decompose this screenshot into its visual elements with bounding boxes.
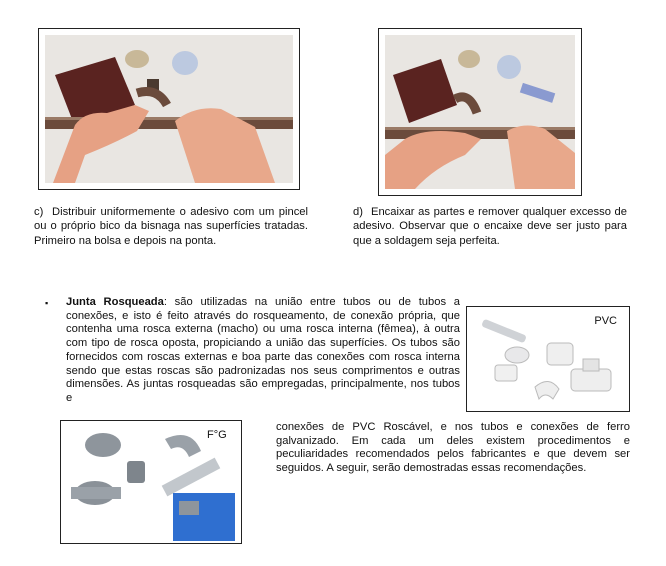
photo-d-frame (378, 28, 582, 196)
pvc-figure (466, 306, 630, 412)
caption-d-letter: d) (353, 206, 363, 218)
caption-d-text: Encaixar as partes e remover qualquer excesso de adesivo. Observar que o encaixe deve ser justo para que a soldagem seja perfeita. (353, 206, 627, 247)
pvc-fittings-illustration (467, 307, 629, 411)
adhesive-scene-illustration (45, 35, 293, 183)
pvc-label: PVC (594, 315, 617, 327)
section-paragraph-1 (66, 296, 460, 406)
section-text-1: : são utilizadas na união entre tubos ou de tubos a conexões, e isto é feito através do rosqueamento, de conexão própria, que contenha uma rosca externa (macho) ou uma rosca interna (fêmea), à outra com tipo de rosca oposta, propiciando a união das superfícies. Os tubos são fornecidos com roscas externas e boa parte das conexões com rosca interna sendo que estas roscas são padronizadas nos seus comprimentos e outras dimensões. As juntas rosqueadas são empregadas, principalmente, nos tubos e (66, 296, 460, 404)
photo-c-frame (38, 28, 300, 190)
galvanized-fittings-illustration (61, 421, 241, 543)
caption-c (34, 205, 308, 248)
fg-figure (60, 420, 242, 544)
photo-apply-adhesive (45, 35, 293, 183)
join-scene-illustration (385, 35, 575, 189)
caption-c-text: Distribuir uniformemente o adesivo com um pincel ou o próprio bico da bisnaga nas superfícies tratadas. Primeiro na bolsa e depois na ponta. (34, 206, 308, 247)
photo-join-parts (385, 35, 575, 189)
section-paragraph-2: conexões de PVC Roscável, e nos tubos e conexões de ferro galvanizado. Em cada um deles existem procedimentos e peculiaridades recomendados pelos fabricantes e que devem ser seguidos. A seguir, serão demostradas essas recomendações. (276, 421, 630, 475)
caption-d (353, 205, 627, 248)
caption-c-letter: c) (34, 206, 44, 218)
section-term: Junta Rosqueada (66, 296, 164, 308)
section-bullet: ▪ (45, 298, 49, 308)
fg-label: F°G (207, 429, 227, 441)
